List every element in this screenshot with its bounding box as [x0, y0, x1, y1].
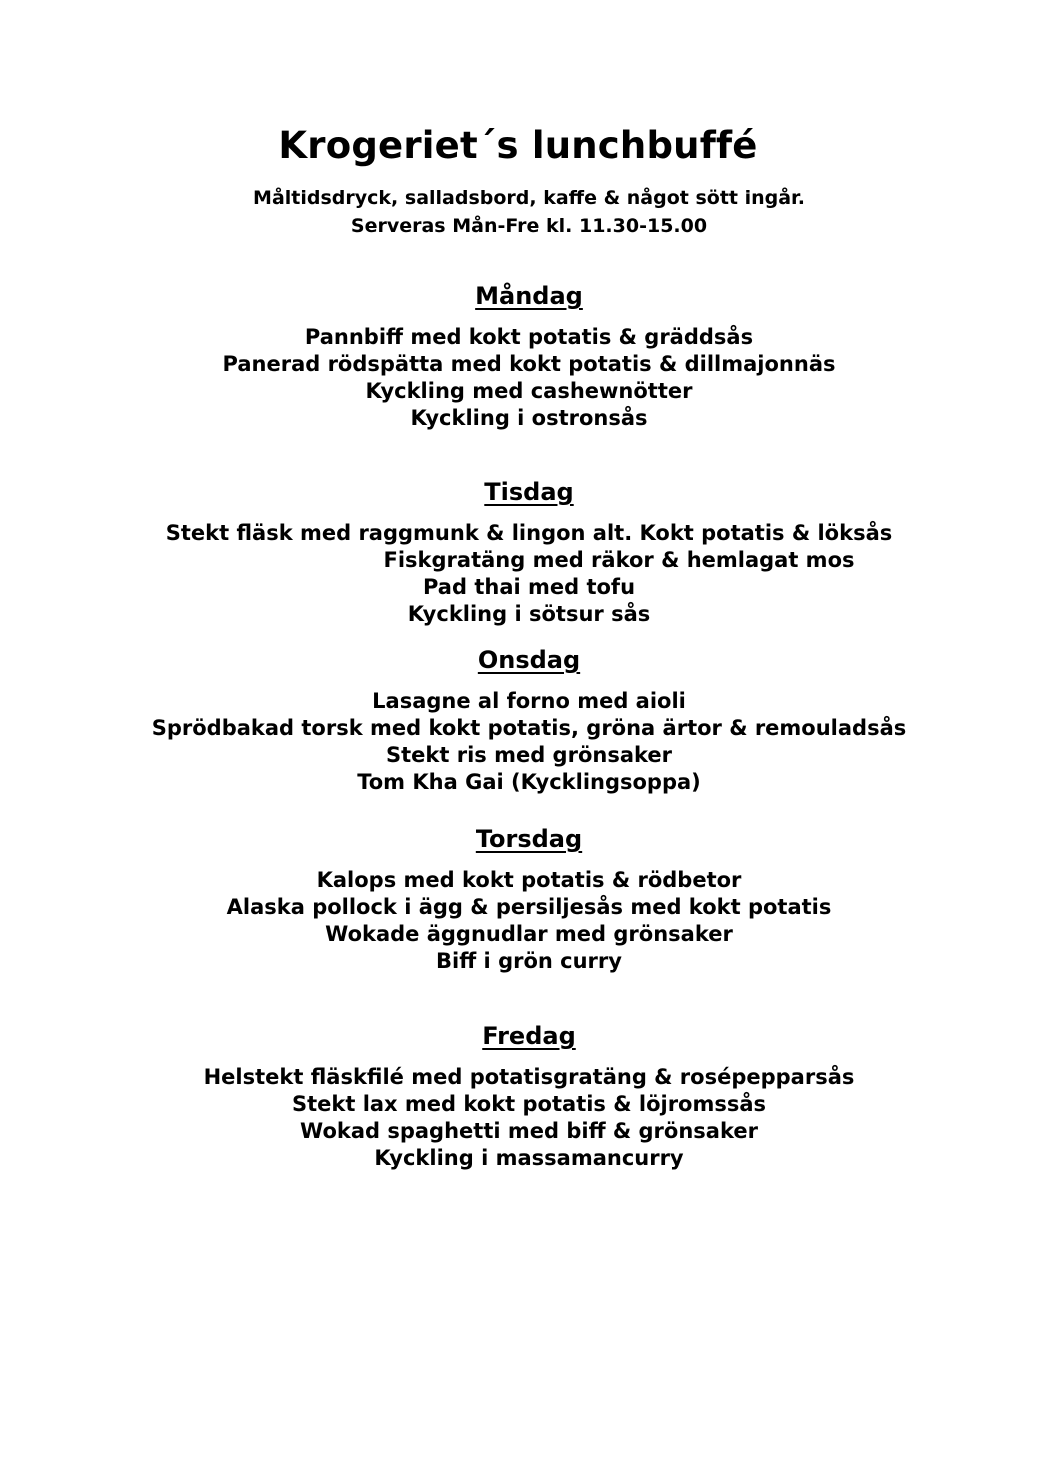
dish-item: Wokad spaghetti med biff & grönsaker: [300, 1119, 758, 1143]
dish-item: Sprödbakad torsk med kokt potatis, gröna ärtor & remouladsås: [151, 716, 907, 740]
dish-item: Kalops med kokt potatis & rödbetor: [316, 868, 742, 892]
menu-subtitle-hours: Serveras Mån-Fre kl. 11.30-15.00: [350, 215, 708, 237]
dish-item: Kyckling i massamancurry: [374, 1146, 684, 1170]
dish-item: Pad thai med tofu: [422, 575, 636, 599]
day-heading-monday: Måndag: [475, 282, 583, 310]
day-heading-friday: Fredag: [482, 1022, 576, 1050]
dish-item: Panerad rödspätta med kokt potatis & dillmajonnäs: [222, 352, 836, 376]
day-heading-thursday: Torsdag: [475, 825, 583, 853]
dish-item: Alaska pollock i ägg & persiljesås med kokt potatis: [226, 895, 832, 919]
day-section-friday: [0, 1020, 1058, 1172]
day-section-tuesday: [0, 476, 1058, 628]
dish-item: Stekt fläsk med raggmunk & lingon alt. Kokt potatis & löksås: [165, 521, 893, 545]
dish-item: Kyckling med cashewnötter: [365, 379, 693, 403]
dish-item: Stekt ris med grönsaker: [386, 743, 672, 767]
menu-subtitle-includes: Måltidsdryck, salladsbord, kaffe & något sött ingår.: [253, 187, 805, 209]
day-section-monday: [0, 280, 1058, 432]
dish-item: Tom Kha Gai (Kycklingsoppa): [357, 770, 701, 794]
dish-item: Kyckling i sötsur sås: [407, 602, 651, 626]
dish-item: Helstekt fläskfilé med potatisgratäng & rosépepparsås: [203, 1065, 855, 1089]
dish-item: Lasagne al forno med aioli: [372, 689, 686, 713]
dish-item: Kyckling i ostronsås: [410, 406, 648, 430]
menu-title: Krogeriet´s lunchbuffé: [278, 124, 758, 167]
dish-item: Fiskgratäng med räkor & hemlagat mos: [383, 548, 855, 572]
dish-item: Pannbiff med kokt potatis & gräddsås: [304, 325, 754, 349]
day-heading-wednesday: Onsdag: [477, 646, 581, 674]
day-heading-tuesday: Tisdag: [484, 478, 574, 506]
dish-item: Biff i grön curry: [436, 949, 622, 973]
dish-item: Wokade äggnudlar med grönsaker: [325, 922, 733, 946]
day-section-thursday: [0, 823, 1058, 975]
dish-item: Stekt lax med kokt potatis & löjromssås: [291, 1092, 767, 1116]
day-section-wednesday: [0, 644, 1058, 796]
